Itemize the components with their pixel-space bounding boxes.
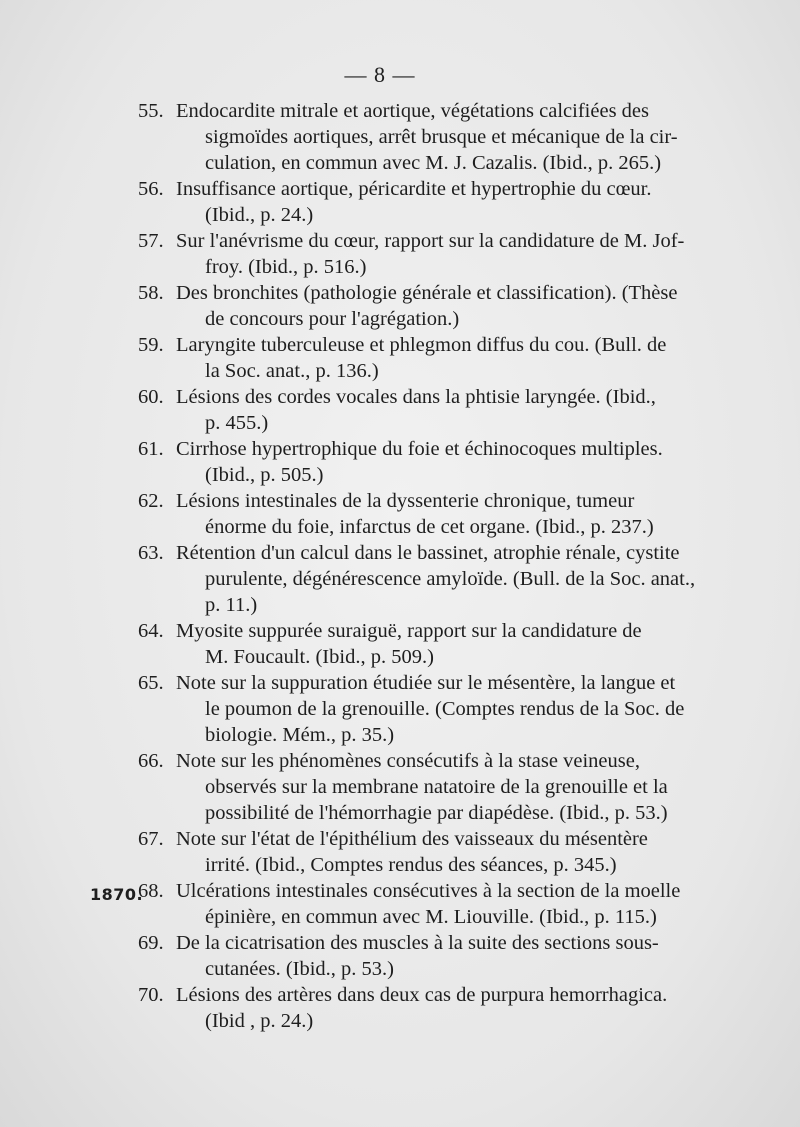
entry-text-line: (Ibid , p. 24.): [205, 1010, 314, 1032]
entry-text-line: Laryngite tuberculeuse et phlegmon diffus du cou. (Bull. de: [176, 334, 667, 356]
entry-text-line: De la cicatrisation des muscles à la suite des sections sous-: [176, 932, 659, 954]
entry-text-line: culation, en commun avec M. J. Cazalis. (Ibid., p. 265.): [205, 152, 662, 174]
entry-text-line: M. Foucault. (Ibid., p. 509.): [205, 646, 434, 668]
entry-text-line: Note sur la suppuration étudiée sur le mésentère, la langue et: [176, 672, 676, 694]
entry-text-line: Des bronchites (pathologie générale et classification). (Thèse: [176, 282, 678, 304]
entry-text-line: possibilité de l'hémorrhagie par diapédèse. (Ibid., p. 53.): [205, 802, 668, 824]
entry-number: 67.: [138, 828, 164, 850]
entry-text-line: (Ibid., p. 24.): [205, 204, 314, 226]
entry-text-line: froy. (Ibid., p. 516.): [205, 256, 367, 278]
entry-text-line: p. 11.): [205, 594, 258, 616]
entry-text-line: cutanées. (Ibid., p. 53.): [205, 958, 394, 980]
entry-text-line: la Soc. anat., p. 136.): [205, 360, 379, 382]
entry-number: 56.: [138, 178, 164, 200]
entry-text-line: Lésions des cordes vocales dans la phtisie laryngée. (Ibid.,: [176, 386, 656, 408]
entry-text-line: Lésions intestinales de la dyssenterie chronique, tumeur: [176, 490, 635, 512]
entry-number: 63.: [138, 542, 164, 564]
entry-number: 61.: [138, 438, 164, 460]
entry-text-line: Rétention d'un calcul dans le bassinet, atrophie rénale, cystite: [176, 542, 680, 564]
entry-number: 68.: [138, 880, 164, 902]
entry-number: 65.: [138, 672, 164, 694]
entry-number: 57.: [138, 230, 164, 252]
entry-text-line: Myosite suppurée suraiguë, rapport sur la candidature de: [176, 620, 642, 642]
entry-number: 60.: [138, 386, 164, 408]
entry-text-line: (Ibid., p. 505.): [205, 464, 324, 486]
entry-number: 69.: [138, 932, 164, 954]
entry-text-line: biologie. Mém., p. 35.): [205, 724, 395, 746]
entry-year: 1870.: [90, 885, 144, 904]
entry-number: 59.: [138, 334, 164, 356]
entry-text-line: Sur l'anévrisme du cœur, rapport sur la candidature de M. Jof-: [176, 230, 685, 252]
entry-text-line: Ulcérations intestinales consécutives à la section de la moelle: [176, 880, 681, 902]
entry-text-line: épinière, en commun avec M. Liouville. (Ibid., p. 115.): [205, 906, 657, 928]
entry-text-line: énorme du foie, infarctus de cet organe. (Ibid., p. 237.): [205, 516, 654, 538]
entry-number: 58.: [138, 282, 164, 304]
entry-text-line: le poumon de la grenouille. (Comptes rendus de la Soc. de: [205, 698, 685, 720]
entry-number: 70.: [138, 984, 164, 1006]
entry-text-line: purulente, dégénérescence amyloïde. (Bull. de la Soc. anat.,: [205, 568, 696, 590]
entry-text-line: Note sur l'état de l'épithélium des vaisseaux du mésentère: [176, 828, 648, 850]
entry-text-line: Endocardite mitrale et aortique, végétations calcifiées des: [176, 100, 650, 122]
entry-text-line: sigmoïdes aortiques, arrêt brusque et mécanique de la cir-: [205, 126, 678, 148]
entry-number: 55.: [138, 100, 164, 122]
entry-text-line: Lésions des artères dans deux cas de purpura hemorrhagica.: [176, 984, 668, 1006]
entry-number: 66.: [138, 750, 164, 772]
entry-text-line: Insuffisance aortique, péricardite et hypertrophie du cœur.: [176, 178, 652, 200]
entry-text-line: p. 455.): [205, 412, 269, 434]
entry-text-line: Note sur les phénomènes consécutifs à la stase veineuse,: [176, 750, 640, 772]
entry-number: 64.: [138, 620, 164, 642]
entry-text-line: Cirrhose hypertrophique du foie et échinocoques multiples.: [176, 438, 663, 460]
entry-number: 62.: [138, 490, 164, 512]
entry-text-line: observés sur la membrane natatoire de la grenouille et la: [205, 776, 668, 798]
entry-text-line: de concours pour l'agrégation.): [205, 308, 460, 330]
page-number: — 8 —: [344, 62, 416, 87]
entry-text-line: irrité. (Ibid., Comptes rendus des séances, p. 345.): [205, 854, 617, 876]
